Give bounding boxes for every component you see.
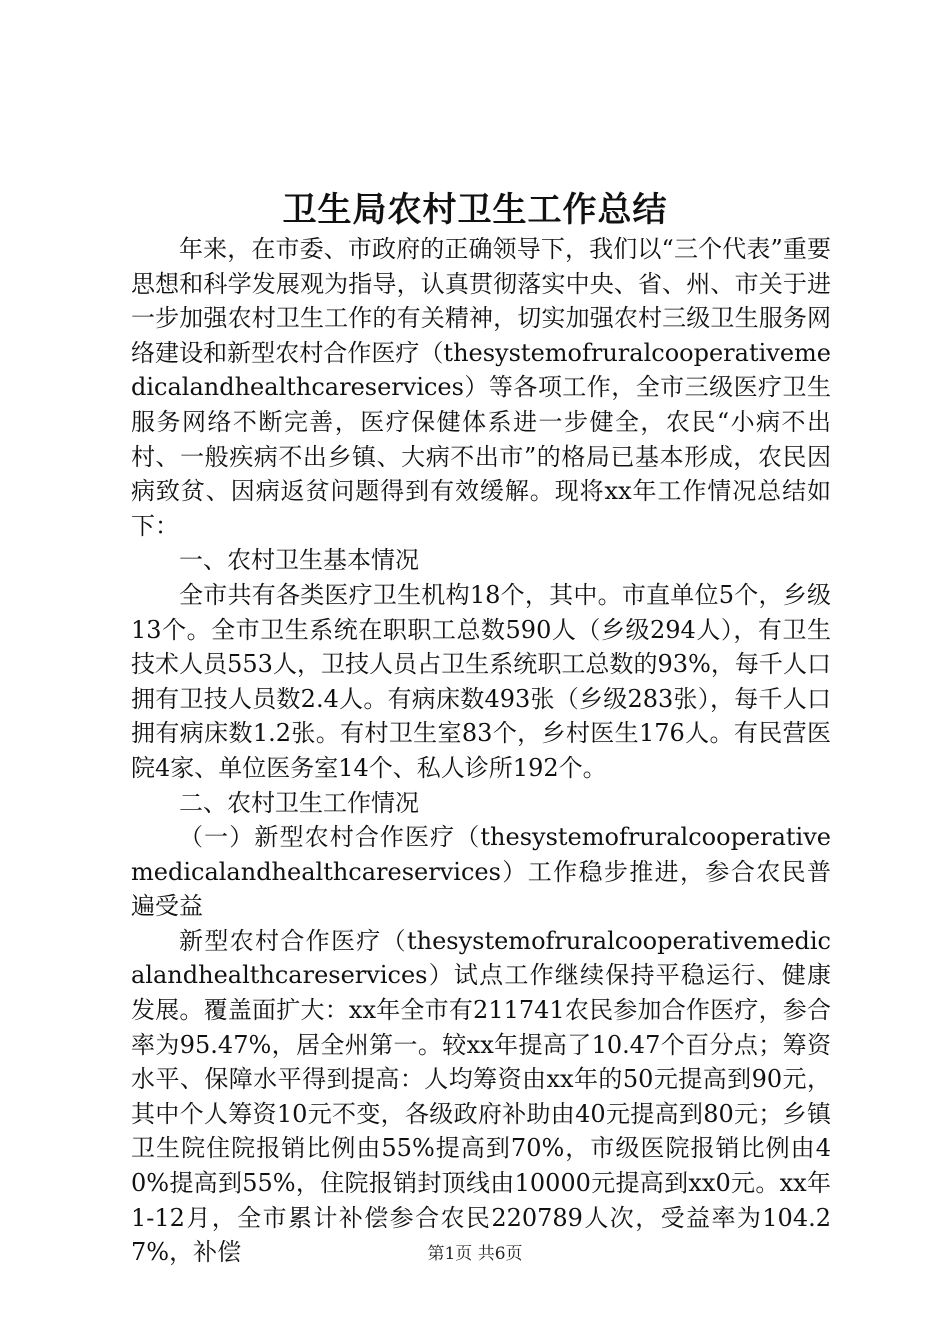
intro-paragraph: 年来，在市委、市政府的正确领导下，我们以“三个代表”重要思想和科学发展观为指导，认真贯彻落实中央、省、州、市关于进一步加强农村卫生工作的有关精神，切实加强农村三级卫生服务网络建设和新型农村合作医疗（thesystemofruralcooperativemedicalandhealthcareservices）等各项工作，全市三级医疗卫生服务网络不断完善，医疗保健体系进一步健全，农民“小病不出村、一般疾病不出乡镇、大病不出市”的格局已基本形成，农民因病致贫、因病返贫问题得到有效缓解。现将xx年工作情况总结如下：	[131, 235, 831, 540]
document-title: 卫生局农村卫生工作总结	[282, 190, 668, 230]
section-heading-basic-situation: 一、农村卫生基本情况	[179, 546, 419, 575]
subsection-heading-cooperative-medical: （一）新型农村合作医疗（thesystemofruralcooperativemedicalandhealthcareservices）工作稳步推进，参合农民普遍受益	[131, 823, 831, 921]
cooperative-medical-paragraph: 新型农村合作医疗（thesystemofruralcooperativemedicalandhealthcareservices）试点工作继续保持平稳运行、健康发展。覆盖面扩大：xx年全市有211741农民参加合作医疗，参合率为95.47%，居全州第一。较xx年提高了10.47个百分点；筹资水平、保障水平得到提高：人均筹资由xx年的50元提高到90元，其中个人筹资10元不变，各级政府补助由40元提高到80元；乡镇卫生院住院报销比例由55%提高到70%，市级医院报销比例由40%提高到55%，住院报销封顶线由10000元提高到xx0元。xx年1-12月，全市累计补偿参合农民220789人次，受益率为104.27%，补偿	[131, 926, 831, 1267]
section-heading-work-situation: 二、农村卫生工作情况	[179, 788, 419, 817]
document-body	[131, 232, 831, 1270]
page-number-footer: 第1页 共6页	[427, 1244, 523, 1264]
basic-situation-paragraph: 全市共有各类医疗卫生机构18个，其中。市直单位5个，乡级13个。全市卫生系统在职职工总数590人（乡级294人），有卫生技术人员553人，卫技人员占卫生系统职工总数的93%，每千人口拥有卫技人员数2.4人。有病床数493张（乡级283张），每千人口拥有病床数1.2张。有村卫生室83个，乡村医生176人。有民营医院4家、单位医务室14个、私人诊所192个。	[131, 580, 831, 782]
